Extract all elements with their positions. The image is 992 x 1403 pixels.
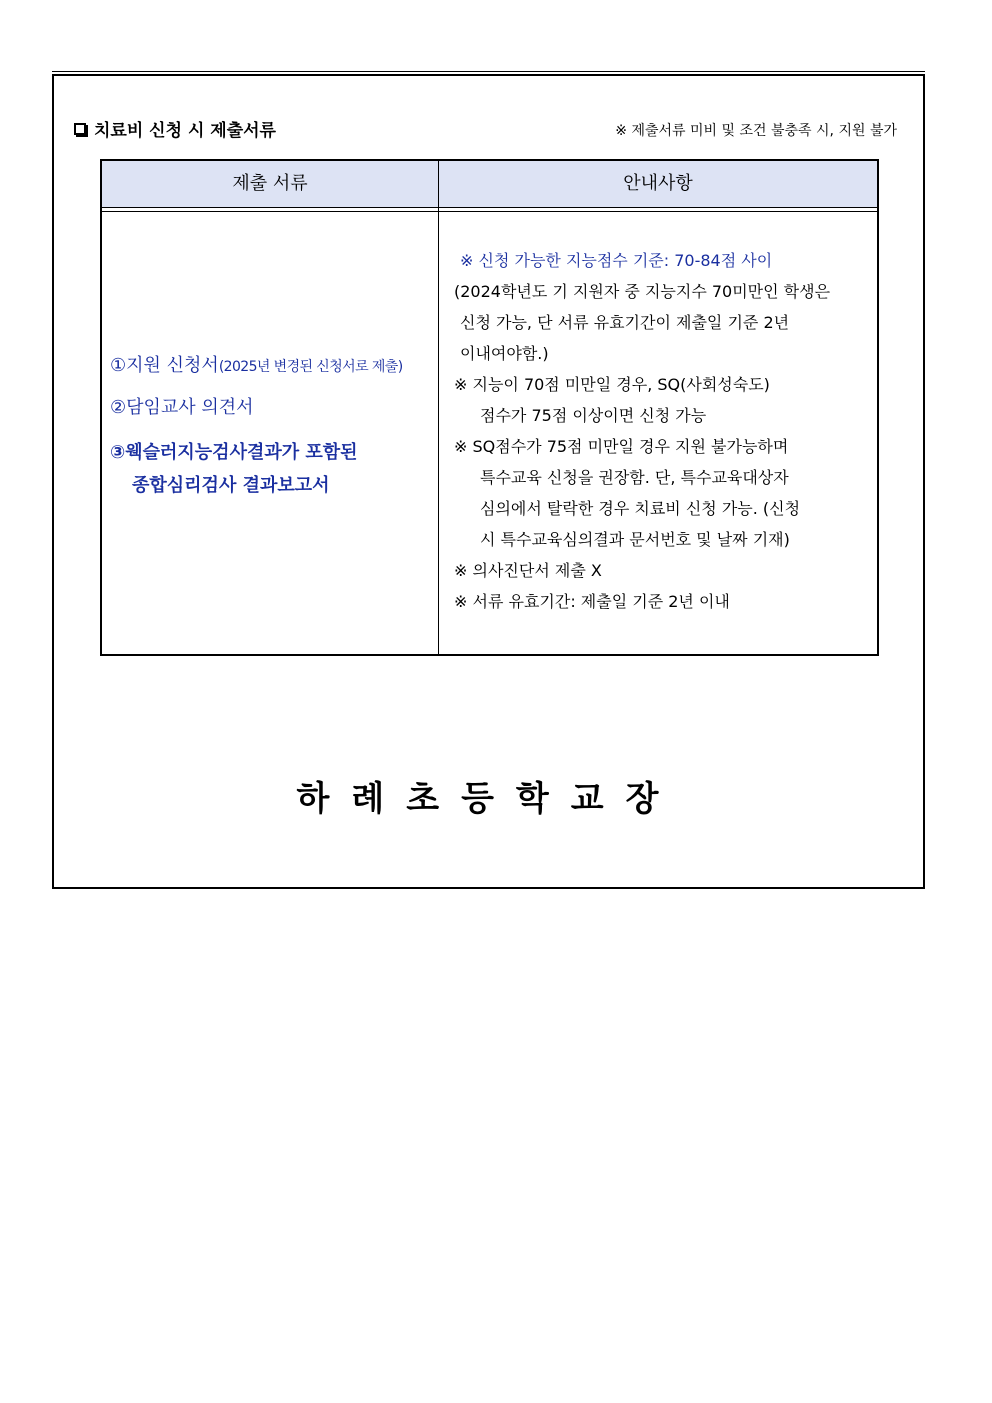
document-frame bbox=[52, 74, 925, 889]
note-special-ed-1: ※ SQ점수가 75점 미만일 경우 지원 불가능하며 bbox=[454, 437, 789, 456]
document-item-application bbox=[110, 351, 432, 377]
note-prior-applicant-3: 이내여야함.) bbox=[460, 344, 549, 363]
header-guidance: 안내사항 bbox=[623, 173, 693, 194]
note-diagnosis: ※ 의사진단서 제출 X bbox=[454, 561, 602, 580]
section-title: 치료비 신청 시 제출서류 bbox=[94, 121, 276, 141]
note-special-ed-3: 심의에서 탈락한 경우 치료비 신청 가능. (신청 bbox=[480, 499, 801, 518]
document-item-teacher-opinion: ②담임교사 의견서 bbox=[110, 397, 254, 418]
requirement-note: ※ 제출서류 미비 및 조건 불충족 시, 지원 불가 bbox=[615, 123, 897, 139]
principal-signature: 하례초등학교장 bbox=[296, 779, 681, 819]
note-validity: ※ 서류 유효기간: 제출일 기준 2년 이내 bbox=[454, 592, 730, 611]
application-label: ①지원 신청서 bbox=[110, 355, 219, 376]
note-sq-2: 점수가 75점 이상이면 신청 가능 bbox=[480, 406, 707, 425]
documents-table bbox=[100, 159, 879, 656]
note-prior-applicant-2: 신청 가능, 단 서류 유효기간이 제출일 기준 2년 bbox=[460, 313, 790, 332]
note-sq-1: ※ 지능이 70점 미만일 경우, SQ(사회성숙도) bbox=[454, 375, 770, 394]
section-heading bbox=[74, 116, 276, 141]
checkbox-bullet-icon bbox=[74, 123, 86, 135]
table-header bbox=[102, 161, 877, 208]
documents-list bbox=[110, 351, 432, 497]
column-divider bbox=[438, 161, 439, 654]
note-iq-range: ※ 신청 가능한 지능점수 기준: 70-84점 사이 bbox=[460, 251, 773, 270]
note-special-ed-2: 특수교육 신청을 권장함. 단, 특수교육대상자 bbox=[480, 468, 789, 487]
document-item-psych-report: ③웩슬러지능검사결과가 포함된 bbox=[110, 442, 358, 463]
note-special-ed-4: 시 특수교육심의결과 문서번호 및 날짜 기재) bbox=[480, 530, 790, 549]
header-documents: 제출 서류 bbox=[232, 173, 308, 194]
note-prior-applicant-1: (2024학년도 기 지원자 중 지능지수 70미만인 학생은 bbox=[454, 282, 831, 301]
document-item-psych-report-cont: 종합심리검사 결과보고서 bbox=[132, 475, 330, 496]
guidance-notes bbox=[454, 245, 870, 617]
application-note: (2025년 변경된 신청서로 제출) bbox=[218, 359, 403, 375]
